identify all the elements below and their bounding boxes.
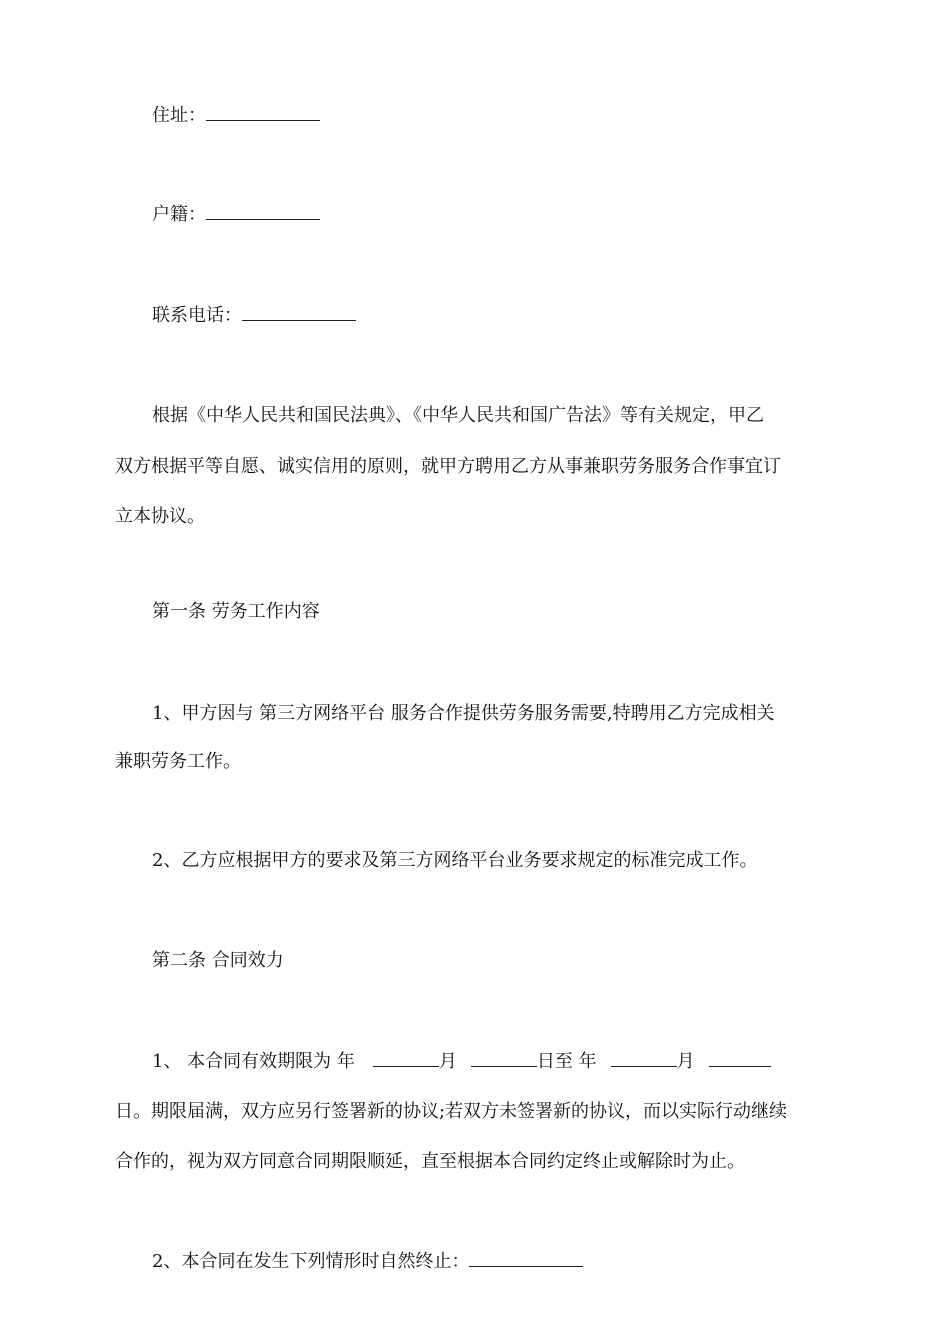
month-start-blank (373, 1048, 439, 1067)
article-2-item-2 (152, 1248, 583, 1274)
phone-field (152, 302, 356, 328)
household-label: 户籍： (152, 204, 206, 225)
household-blank (206, 201, 320, 220)
article-2-title: 第二条 合同效力 (152, 950, 284, 971)
termination-clause: 2、本合同在发生下列情形时自然终止： (152, 1251, 470, 1272)
intro-line-1: 根据《中华人民共和国民法典》、《中华人民共和国广告法》等有关规定，甲乙 (152, 405, 764, 426)
article-2-item-1-line-2: 日。期限届满，双方应另行签署新的协议;若双方未签署新的协议，而以实际行动继续 (115, 1101, 788, 1122)
month-end-blank (611, 1048, 677, 1067)
article-1-item-1-line-1: 1、甲方因与 第三方网络平台 服务合作提供劳务服务需要,特聘用乙方完成相关 (152, 703, 775, 724)
address-label: 住址： (152, 105, 206, 126)
intro-line-2: 双方根据平等自愿、诚实信用的原则，就甲方聘用乙方从事兼职劳务服务合作事宜订 (115, 456, 781, 477)
article-2-item-1-line-1 (152, 1048, 771, 1074)
day-end-blank (709, 1048, 771, 1067)
phone-label: 联系电话： (152, 305, 242, 326)
term-day-to: 日至 年 (536, 1051, 597, 1072)
article-1-item-1-line-2: 兼职劳务工作。 (115, 751, 241, 772)
address-field (152, 102, 320, 128)
term-prefix: 1、 本合同有效期限为 年 (152, 1051, 355, 1072)
term-month-2: 月 (676, 1051, 695, 1072)
article-1-title: 第一条 劳务工作内容 (152, 601, 320, 622)
termination-blank (469, 1248, 583, 1267)
term-month-1: 月 (438, 1051, 457, 1072)
phone-blank (242, 302, 356, 321)
article-1-item-2: 2、乙方应根据甲方的要求及第三方网络平台业务要求规定的标准完成工作。 (152, 850, 758, 871)
day-start-blank (471, 1048, 537, 1067)
address-blank (206, 102, 320, 121)
intro-line-3: 立本协议。 (115, 506, 205, 527)
household-field (152, 201, 320, 227)
article-2-item-1-line-3: 合作的，视为双方同意合同期限顺延，直至根据本合同约定终止或解除时为止。 (115, 1151, 745, 1172)
